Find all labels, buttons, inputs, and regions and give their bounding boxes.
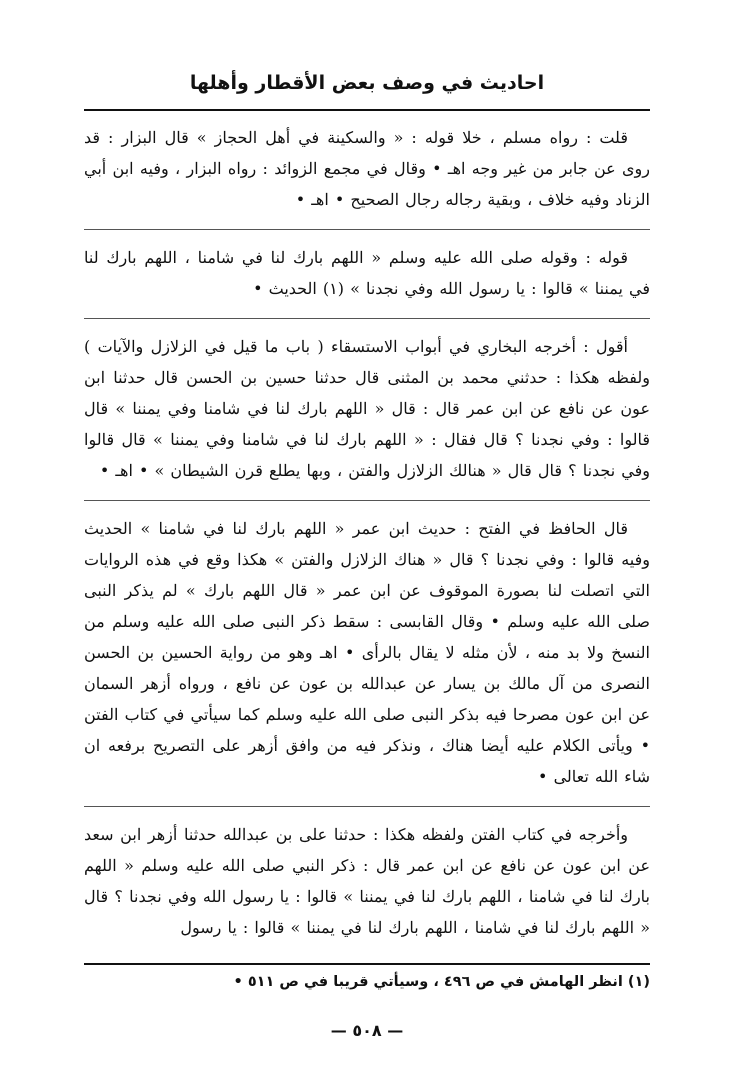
running-title: احاديث في وصف بعض الأقطار وأهلها <box>189 72 545 94</box>
paragraph-divider <box>84 229 650 230</box>
paragraph-1: قلت : رواه مسلم ، خلا قوله : « والسكينة في أهل الحجاز » قال البزار : قد روى عن جابر من غير وجه اهـ • وقال في مجمع الزوائد : رواه البزار ، وفيه ابن أبي الزناد وفيه خلاف ، وبقية رجاله رجال الصحيح • اهـ • <box>84 128 650 209</box>
paragraph-2: قوله : وقوله صلى الله عليه وسلم « اللهم بارك لنا في شامنا ، اللهم بارك لنا في يمننا » قالوا : يا رسول الله وفي نجدنا » (١) الحديث • <box>84 248 650 298</box>
paragraph-5: وأخرجه في كتاب الفتن ولفظه هكذا : حدثنا على بن عبدالله حدثنا أزهر ابن سعد عن ابن عون عن نافع عن ابن عمر قال : ذكر النبي صلى الله عليه وسلم « اللهم بارك لنا في شامنا ، اللهم بارك لنا في يمننا » قالوا : يا رسول الله وفي نجدنا ؟ قال « اللهم بارك لنا في شامنا ، اللهم بارك لنا في يمننا » قالوا : يا رسول <box>84 825 650 937</box>
paragraph-divider <box>84 500 650 501</box>
paragraph-divider <box>84 318 650 319</box>
paragraph-divider <box>84 806 650 807</box>
body-text <box>84 122 650 957</box>
paragraph-4: قال الحافظ في الفتح : حديث ابن عمر « اللهم بارك لنا في شامنا » الحديث وفيه قالوا : وفي نجدنا ؟ قال « هناك الزلازل والفتن » هكذا وقع في هذه الروايات التي اتصلت لنا بصورة الموقوف عن ابن عمر « قال اللهم بارك » لم يذكر النبى صلى الله عليه وسلم • وقال القابسى : سقط ذكر النبى صلى الله عليه وسلم من النسخ ولا بد منه ، لأن مثله لا يقال بالرأى • اهـ وهو من رواية الحسين بن الحسن النصرى من آل مالك بن يسار عن عبدالله بن عون عن نافع ، ورواه أزهر السمان عن ابن عون مصرحا فيه بذكر النبى صلى الله عليه وسلم كما سيأتي في كتاب الفتن • ويأتى الكلام عليه أيضا هناك ، ونذكر فيه من وافق أزهر على التصريح برفعه ان شاء الله تعالى • <box>84 519 651 786</box>
footnote-rule <box>84 963 650 965</box>
footnote: (١) انظر الهامش في ص ٤٩٦ ، وسيأتي قريبا في ص ٥١١ • <box>233 974 650 990</box>
header-rule <box>84 109 650 111</box>
paragraph-3: أقول : أخرجه البخاري في أبواب الاستسقاء ( باب ما قيل في الزلازل والآيات ) ولفظه هكذا : حدثني محمد بن المثنى قال حدثنا حسين بن الحسن قال حدثنا ابن عون عن نافع عن ابن عمر قال : قال « اللهم بارك لنا في شامنا وفي يمننا » قال قالوا : وفي نجدنا ؟ قال فقال : « اللهم بارك لنا في شامنا وفي يمننا » قال قالوا وفي نجدنا ؟ قال قال « هنالك الزلازل والفتن ، وبها يطلع قرن الشيطان » • اهـ • <box>84 337 650 480</box>
page-number: — ٥٠٨ — <box>330 1021 404 1040</box>
